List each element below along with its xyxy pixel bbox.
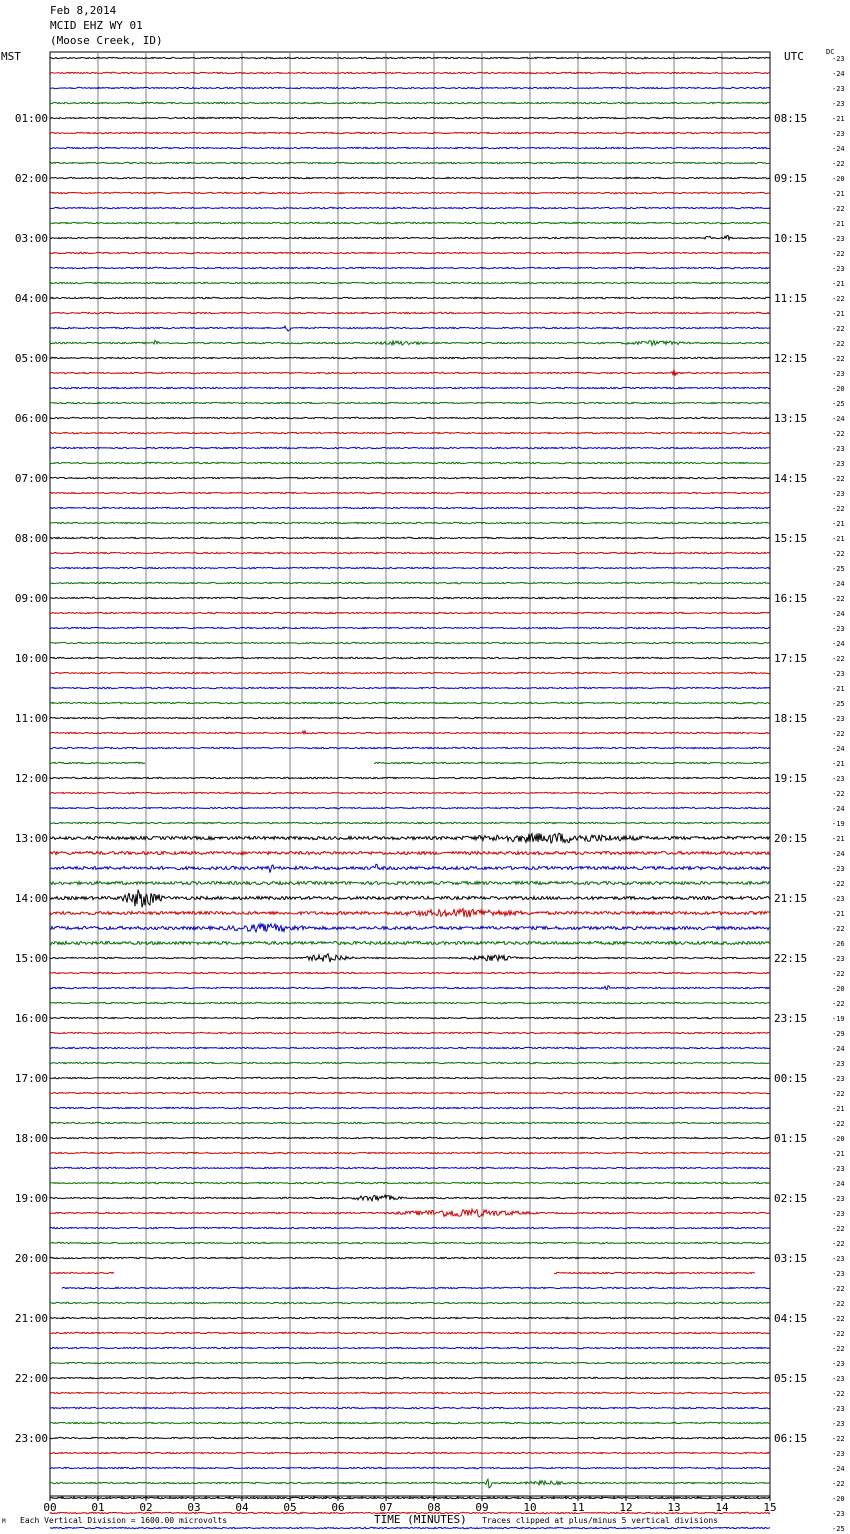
dc-offset-label: -20 — [832, 1495, 845, 1503]
dc-offset-label: -22 — [832, 325, 845, 333]
dc-offset-label: -23 — [832, 865, 845, 873]
x-axis-label: TIME (MINUTES) — [374, 1513, 467, 1526]
x-tick-label: 03 — [187, 1501, 201, 1514]
right-hour-label: 20:15 — [774, 832, 808, 845]
dc-offset-label: -21 — [832, 280, 845, 288]
dc-offset-label: -23 — [832, 1360, 845, 1368]
trace-line — [50, 597, 770, 598]
right-hour-label: 12:15 — [774, 352, 808, 365]
x-tick-label: 05 — [283, 1501, 297, 1514]
dc-offset-label: -24 — [832, 70, 845, 78]
right-hour-label: 08:15 — [774, 112, 808, 125]
dc-offset-label: -23 — [832, 715, 845, 723]
trace-line — [50, 312, 770, 313]
trace-line — [50, 102, 770, 103]
trace-line — [50, 57, 770, 58]
dc-offset-label: -21 — [832, 190, 845, 198]
dc-offset-label: -23 — [832, 130, 845, 138]
dc-offset-label: -24 — [832, 1180, 845, 1188]
left-hour-label: 07:00 — [14, 472, 48, 485]
trace-line — [50, 370, 770, 376]
trace-line — [50, 1479, 770, 1488]
dc-offset-label: -19 — [832, 820, 845, 828]
trace-line — [50, 432, 770, 433]
trace-line — [50, 326, 770, 331]
dc-offset-label: -24 — [832, 745, 845, 753]
x-tick-label: 13 — [667, 1501, 681, 1514]
left-hour-label: 04:00 — [14, 292, 48, 305]
dc-offset-label: -22 — [832, 1240, 845, 1248]
trace-line — [50, 1527, 770, 1528]
left-hour-label: 15:00 — [14, 952, 48, 965]
right-hour-label: 22:15 — [774, 952, 808, 965]
dc-offset-label: -22 — [832, 790, 845, 798]
trace-line — [50, 222, 770, 223]
trace-line — [50, 864, 770, 872]
trace-line — [50, 1062, 770, 1063]
dc-offset-label: -23 — [832, 1210, 845, 1218]
dc-offset-label: -22 — [832, 970, 845, 978]
trace-line — [50, 890, 770, 908]
trace-line — [50, 1302, 770, 1303]
dc-offset-label: -22 — [832, 1000, 845, 1008]
trace-line — [50, 582, 770, 583]
trace-line — [50, 986, 770, 990]
trace-line — [50, 147, 770, 148]
dc-offset-label: -25 — [832, 565, 845, 573]
right-hour-label: 16:15 — [774, 592, 808, 605]
trace-line — [50, 1227, 770, 1228]
plot-frame — [50, 52, 770, 1496]
trace-line — [50, 1347, 770, 1348]
left-hour-label: 09:00 — [14, 592, 48, 605]
dc-offset-label: -22 — [832, 1345, 845, 1353]
left-hour-label: 13:00 — [14, 832, 48, 845]
dc-offset-label: -23 — [832, 1195, 845, 1203]
trace-line — [50, 1422, 770, 1423]
dc-offset-label: -23 — [832, 1405, 845, 1413]
trace-line — [50, 1002, 770, 1003]
trace-line — [50, 282, 770, 283]
dc-offset-label: -23 — [832, 670, 845, 678]
dc-offset-label: -22 — [832, 505, 845, 513]
trace-line — [50, 1242, 770, 1243]
dc-offset-label: -22 — [832, 1300, 845, 1308]
trace-line — [50, 417, 770, 418]
dc-offset-label: -23 — [832, 1270, 845, 1278]
trace-line — [50, 1017, 770, 1018]
x-tick-label: 04 — [235, 1501, 249, 1514]
left-hour-label: 05:00 — [14, 352, 48, 365]
trace-line — [62, 1287, 770, 1288]
trace-line — [50, 807, 770, 808]
trace-line — [50, 1195, 770, 1201]
trace-line — [50, 132, 770, 133]
dc-offset-label: -23 — [832, 1510, 845, 1518]
trace-line — [50, 1209, 770, 1217]
dc-offset-label: -24 — [832, 1465, 845, 1473]
dc-offset-label: -23 — [832, 445, 845, 453]
trace-line — [50, 777, 770, 778]
header-date: Feb 8,2014 — [50, 4, 117, 17]
dc-offset-label: -20 — [832, 385, 845, 393]
dc-offset-label: -23 — [832, 955, 845, 963]
trace-line — [50, 833, 770, 843]
right-hour-label: 23:15 — [774, 1012, 808, 1025]
trace-line — [50, 1407, 770, 1408]
trace-line — [50, 1317, 770, 1318]
trace-line — [50, 87, 770, 88]
x-tick-label: 14 — [715, 1501, 729, 1514]
right-hour-label: 05:15 — [774, 1372, 808, 1385]
dc-offset-label: -22 — [832, 1435, 845, 1443]
trace-line — [50, 207, 770, 208]
right-hour-label: 21:15 — [774, 892, 808, 905]
trace-line — [50, 492, 770, 493]
dc-offset-label: -24 — [832, 850, 845, 858]
right-hour-label: 09:15 — [774, 172, 808, 185]
trace-line — [50, 1167, 770, 1168]
dc-offset-label: -22 — [832, 1330, 845, 1338]
dc-offset-label: -21 — [832, 685, 845, 693]
dc-offset-label: -23 — [832, 1375, 845, 1383]
right-hour-label: 18:15 — [774, 712, 808, 725]
trace-line — [50, 177, 770, 178]
dc-offset-label: -21 — [832, 835, 845, 843]
x-tick-label: 12 — [619, 1501, 633, 1514]
trace-line — [50, 537, 770, 538]
left-hour-label: 18:00 — [14, 1132, 48, 1145]
trace-line — [50, 192, 770, 193]
trace-line — [50, 657, 770, 658]
right-hour-label: 03:15 — [774, 1252, 808, 1265]
dc-offset-label: -22 — [832, 730, 845, 738]
header-location: (Moose Creek, ID) — [50, 34, 163, 47]
header-station: MCID EHZ WY 01 — [50, 19, 143, 32]
dc-offset-label: -22 — [832, 655, 845, 663]
dc-offset-label: -22 — [832, 430, 845, 438]
trace-line — [50, 717, 770, 718]
right-hour-label: 13:15 — [774, 412, 808, 425]
trace-line — [50, 909, 770, 918]
trace-line — [50, 972, 770, 973]
left-hour-label: 17:00 — [14, 1072, 48, 1085]
right-hour-label: 00:15 — [774, 1072, 808, 1085]
dc-offset-label: -29 — [832, 1030, 845, 1038]
right-hour-label: 17:15 — [774, 652, 808, 665]
trace-line — [50, 522, 770, 523]
dc-offset-label: -22 — [832, 1225, 845, 1233]
left-hour-label: 20:00 — [14, 1252, 48, 1265]
dc-offset-label: -23 — [832, 1165, 845, 1173]
trace-line — [50, 1137, 770, 1138]
dc-offset-label: -24 — [832, 145, 845, 153]
right-hour-label: 14:15 — [774, 472, 808, 485]
dc-offset-label: -21 — [832, 220, 845, 228]
trace-line — [50, 762, 770, 763]
dc-offset-label: -26 — [832, 940, 845, 948]
dc-offset-label: -22 — [832, 595, 845, 603]
dc-label: DC — [826, 48, 835, 56]
trace-line — [50, 881, 770, 884]
trace-line — [50, 612, 770, 613]
dc-offset-label: -22 — [832, 880, 845, 888]
trace-line — [50, 1047, 770, 1048]
dc-offset-label: -22 — [832, 205, 845, 213]
dc-offset-label: -23 — [832, 460, 845, 468]
left-timezone-label: MST — [1, 50, 21, 63]
trace-line — [50, 1257, 770, 1258]
dc-offset-label: -23 — [832, 55, 845, 63]
trace-line — [50, 1377, 770, 1378]
trace-line — [50, 851, 770, 854]
left-hour-label: 23:00 — [14, 1432, 48, 1445]
dc-offset-label: -23 — [832, 775, 845, 783]
trace-line — [50, 672, 770, 673]
x-tick-label: 10 — [523, 1501, 537, 1514]
dc-offset-label: -23 — [832, 100, 845, 108]
dc-offset-label: -24 — [832, 640, 845, 648]
x-tick-label: 08 — [427, 1501, 441, 1514]
left-hour-label: 16:00 — [14, 1012, 48, 1025]
left-hour-label: 12:00 — [14, 772, 48, 785]
trace-line — [50, 627, 770, 628]
dc-offset-label: -22 — [832, 340, 845, 348]
dc-offset-label: -22 — [832, 1480, 845, 1488]
x-tick-label: 07 — [379, 1501, 393, 1514]
left-hour-label: 06:00 — [14, 412, 48, 425]
dc-offset-label: -23 — [832, 1420, 845, 1428]
clip-note: Traces clipped at plus/minus 5 vertical divisions — [482, 1516, 719, 1525]
dc-offset-label: -23 — [832, 1450, 845, 1458]
dc-offset-label: -23 — [832, 490, 845, 498]
dc-offset-label: -19 — [832, 1015, 845, 1023]
right-hour-label: 10:15 — [774, 232, 808, 245]
corner-mark: M — [2, 1518, 6, 1525]
trace-line — [50, 1332, 770, 1333]
x-tick-label: 09 — [475, 1501, 489, 1514]
dc-offset-label: -24 — [832, 1045, 845, 1053]
dc-offset-label: -23 — [832, 625, 845, 633]
dc-offset-label: -21 — [832, 115, 845, 123]
trace-line — [50, 1077, 770, 1078]
dc-offset-label: -23 — [832, 1255, 845, 1263]
trace-line — [50, 702, 770, 703]
dc-offset-label: -23 — [832, 85, 845, 93]
trace-line — [50, 687, 770, 688]
trace-line — [50, 340, 770, 345]
trace-line — [50, 731, 770, 734]
left-hour-label: 11:00 — [14, 712, 48, 725]
trace-line — [50, 552, 770, 553]
trace-line — [50, 1467, 770, 1468]
trace-line — [50, 387, 770, 388]
left-hour-label: 14:00 — [14, 892, 48, 905]
dc-offset-label: -20 — [832, 985, 845, 993]
dc-offset-label: -22 — [832, 925, 845, 933]
dc-offset-label: -23 — [832, 235, 845, 243]
dc-offset-label: -23 — [832, 265, 845, 273]
dc-offset-label: -25 — [832, 400, 845, 408]
right-timezone-label: UTC — [784, 50, 804, 63]
dc-offset-label: -21 — [832, 310, 845, 318]
trace-line — [50, 1122, 770, 1123]
trace-line — [50, 941, 770, 944]
dc-offset-label: -23 — [832, 1075, 845, 1083]
left-hour-label: 02:00 — [14, 172, 48, 185]
x-tick-label: 15 — [763, 1501, 777, 1514]
trace-line — [50, 822, 770, 823]
dc-offset-label: -22 — [832, 160, 845, 168]
dc-offset-label: -25 — [832, 1525, 845, 1533]
trace-line — [50, 954, 770, 962]
trace-line — [50, 507, 770, 508]
trace-line — [50, 1182, 770, 1183]
x-tick-label: 06 — [331, 1501, 345, 1514]
dc-offset-label: -22 — [832, 1285, 845, 1293]
trace-line — [50, 642, 770, 643]
dc-offset-label: -21 — [832, 1150, 845, 1158]
trace-line — [50, 567, 770, 568]
left-hour-label: 01:00 — [14, 112, 48, 125]
trace-line — [50, 1092, 770, 1093]
trace-line — [50, 462, 770, 463]
x-tick-label: 00 — [43, 1501, 57, 1514]
dc-offset-label: -25 — [832, 700, 845, 708]
left-hour-label: 21:00 — [14, 1312, 48, 1325]
right-hour-label: 04:15 — [774, 1312, 808, 1325]
trace-line — [50, 117, 770, 118]
trace-line — [50, 1362, 770, 1363]
trace-line — [50, 924, 770, 932]
dc-offset-label: -21 — [832, 760, 845, 768]
trace-line — [50, 747, 770, 748]
left-hour-label: 10:00 — [14, 652, 48, 665]
right-hour-label: 11:15 — [774, 292, 808, 305]
x-tick-label: 01 — [91, 1501, 105, 1514]
left-hour-label: 03:00 — [14, 232, 48, 245]
dc-offset-label: -20 — [832, 175, 845, 183]
scale-note: Each Vertical Division = 1600.00 microvolts — [20, 1516, 228, 1525]
trace-line — [50, 1107, 770, 1108]
x-tick-label: 02 — [139, 1501, 153, 1514]
trace-line — [50, 1152, 770, 1153]
dc-offset-label: -22 — [832, 1315, 845, 1323]
dc-offset-label: -24 — [832, 805, 845, 813]
right-hour-label: 19:15 — [774, 772, 808, 785]
dc-offset-label: -22 — [832, 1390, 845, 1398]
right-hour-label: 02:15 — [774, 1192, 808, 1205]
trace-line — [50, 297, 770, 298]
dc-offset-label: -23 — [832, 1060, 845, 1068]
right-hour-label: 01:15 — [774, 1132, 808, 1145]
trace-line — [50, 447, 770, 448]
dc-offset-label: -22 — [832, 295, 845, 303]
dc-offset-label: -23 — [832, 895, 845, 903]
right-hour-label: 15:15 — [774, 532, 808, 545]
trace-line — [50, 1272, 770, 1273]
dc-offset-label: -21 — [832, 910, 845, 918]
trace-line — [50, 162, 770, 163]
dc-offset-label: -22 — [832, 355, 845, 363]
right-hour-label: 06:15 — [774, 1432, 808, 1445]
dc-offset-label: -22 — [832, 250, 845, 258]
x-tick-label: 11 — [571, 1501, 585, 1514]
dc-offset-label: -21 — [832, 535, 845, 543]
trace-line — [50, 1437, 770, 1438]
dc-offset-label: -22 — [832, 550, 845, 558]
left-hour-label: 19:00 — [14, 1192, 48, 1205]
trace-line — [50, 267, 770, 268]
trace-line — [50, 252, 770, 253]
left-hour-label: 22:00 — [14, 1372, 48, 1385]
trace-line — [50, 1452, 770, 1453]
dc-offset-label: -24 — [832, 415, 845, 423]
trace-line — [50, 357, 770, 358]
trace-line — [50, 1392, 770, 1393]
dc-offset-label: -24 — [832, 610, 845, 618]
dc-offset-label: -24 — [832, 580, 845, 588]
dc-offset-label: -21 — [832, 520, 845, 528]
dc-offset-label: -21 — [832, 1105, 845, 1113]
trace-line — [50, 477, 770, 478]
dc-offset-label: -23 — [832, 370, 845, 378]
dc-offset-label: -20 — [832, 1135, 845, 1143]
trace-line — [50, 72, 770, 73]
dc-offset-label: -22 — [832, 475, 845, 483]
trace-line — [50, 235, 770, 239]
left-hour-label: 08:00 — [14, 532, 48, 545]
trace-line — [50, 792, 770, 793]
dc-offset-label: -22 — [832, 1120, 845, 1128]
trace-line — [50, 402, 770, 403]
trace-line — [50, 1032, 770, 1033]
dc-offset-label: -22 — [832, 1090, 845, 1098]
